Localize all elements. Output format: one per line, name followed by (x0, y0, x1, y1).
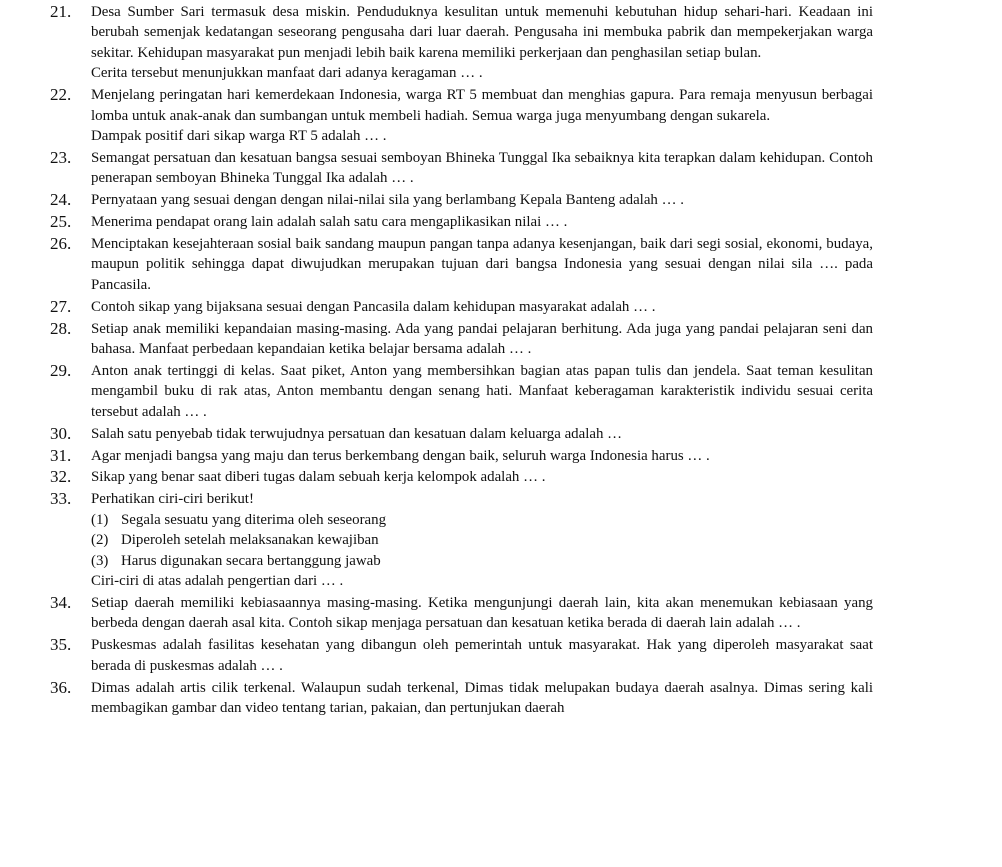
question-36 (0, 678, 873, 719)
question-number: 36. (50, 677, 72, 697)
question-27 (0, 297, 873, 317)
criteria-item (91, 530, 873, 550)
question-28 (0, 319, 873, 360)
question-prompt: Dampak positif dari sikap warga RT 5 adalah … . (91, 127, 387, 144)
question-prompt: Cerita tersebut menunjukkan manfaat dari adanya keragaman … . (91, 65, 483, 82)
question-text: Anton anak tertinggi di kelas. Saat piket, Anton yang membersihkan bagian atas papan tulis dan jendela. Saat teman kesulitan mengambil buku di rak atas, Anton membantu dengan senang hati. Manfaat keberagaman karakteristik individu sesuai cerita tersebut adalah … . (91, 362, 873, 420)
question-text: Setiap anak memiliki kepandaian masing-masing. Ada yang pandai pelajaran berhitung. Ada juga yang pandai pelajaran seni dan bahasa. Manfaat perbedaan kepandaian ketika belajar bersama adalah … . (91, 320, 873, 357)
question-number: 23. (50, 147, 72, 167)
question-prompt: Ciri-ciri di atas adalah pengertian dari … . (91, 572, 344, 589)
question-text: Desa Sumber Sari termasuk desa miskin. Penduduknya kesulitan untuk memenuhi kebutuhan hidup sehari-hari. Keadaan ini berubah semenjak kedatangan seseorang pengusaha dari luar daerah. Pengusaha ini membuka pabrik dan mempekerjakan warga sekitar. Kehidupan masyarakat pun menjadi lebih baik karena memiliki perkerjaan dan penghasilan setiap bulan. (91, 4, 873, 61)
question-text: Sikap yang benar saat diberi tugas dalam sebuah kerja kelompok adalah … . (91, 469, 546, 486)
question-text: Contoh sikap yang bijaksana sesuai dengan Pancasila dalam kehidupan masyarakat adalah … . (91, 298, 656, 315)
question-23 (0, 148, 873, 189)
question-number: 35. (50, 635, 72, 655)
question-33 (0, 489, 873, 591)
question-number: 30. (50, 423, 72, 443)
question-number: 28. (50, 318, 72, 338)
question-text: Puskesmas adalah fasilitas kesehatan yang dibangun oleh pemerintah untuk masyarakat. Hak yang diperoleh masyarakat saat berada di puskesmas adalah … . (91, 637, 873, 674)
question-35 (0, 635, 873, 676)
criteria-item-number: (1) (91, 511, 109, 528)
question-number: 25. (50, 212, 72, 232)
question-text: Pernyataan yang sesuai dengan dengan nilai-nilai sila yang berlambang Kepala Banteng adalah … . (91, 192, 684, 209)
question-number: 34. (50, 592, 72, 612)
question-text: Perhatikan ciri-ciri berikut! (91, 491, 254, 508)
question-number: 31. (50, 445, 72, 465)
question-text: Semangat persatuan dan kesatuan bangsa sesuai semboyan Bhineka Tunggal Ika sebaiknya kita terapkan dalam kehidupan. Contoh penerapan semboyan Bhineka Tunggal Ika adalah … . (91, 149, 873, 187)
question-text: Setiap daerah memiliki kebiasaannya masing-masing. Ketika mengunjungi daerah lain, kita akan menemukan kebiasaan yang berbeda dengan daerah asal kita. Contoh sikap menjaga persatuan dan kesatuan ketika berada di daerah lain adalah … . (91, 594, 873, 632)
question-number: 33. (50, 489, 72, 509)
criteria-item-number: (2) (91, 532, 109, 549)
criteria-item (91, 510, 873, 530)
question-34 (0, 593, 873, 634)
question-32 (0, 467, 873, 487)
question-text: Dimas adalah artis cilik terkenal. Walaupun sudah terkenal, Dimas tidak melupakan budaya daerah asalnya. Dimas sering kali membagikan gambar dan video tentang tarian, pakaian, dan pertunjukan daerah (91, 679, 873, 716)
criteria-item-text: Diperoleh setelah melaksanakan kewajiban (121, 532, 379, 549)
criteria-item-text: Segala sesuatu yang diterima oleh seseorang (121, 511, 387, 528)
question-number: 27. (50, 296, 72, 316)
question-text: Menerima pendapat orang lain adalah salah satu cara mengaplikasikan nilai … . (91, 214, 568, 231)
question-number: 32. (50, 467, 72, 487)
question-24 (0, 190, 873, 210)
question-number: 29. (50, 360, 72, 380)
question-number: 26. (50, 233, 72, 253)
question-26 (0, 234, 873, 295)
question-number: 21. (50, 2, 72, 21)
question-25 (0, 212, 873, 232)
criteria-item (91, 551, 873, 571)
criteria-list (91, 510, 873, 571)
question-number: 24. (50, 190, 72, 210)
question-text: Salah satu penyebab tidak terwujudnya persatuan dan kesatuan dalam keluarga adalah … (91, 425, 623, 442)
criteria-item-number: (3) (91, 552, 109, 569)
question-22 (0, 85, 873, 146)
question-text: Menjelang peringatan hari kemerdekaan Indonesia, warga RT 5 membuat dan menghias gapura. Para remaja menyusun berbagai lomba untuk anak-anak dan sumbangan untuk membeli hadiah. Semua warga juga menyumbang dengan sukarela. (91, 87, 873, 124)
question-text: Menciptakan kesejahteraan sosial baik sandang maupun pangan tanpa adanya kesenjangan, baik dari segi sosial, ekonomi, budaya, maupun politik sehingga dapat diwujudkan merupakan tujuan dari bangsa Indonesia yang sesuai dengan nilai sila …. pada Pancasila. (91, 235, 873, 293)
question-list (0, 2, 1002, 720)
question-text: Agar menjadi bangsa yang maju dan terus berkembang dengan baik, seluruh warga Indonesia harus … . (91, 447, 710, 464)
question-30 (0, 424, 873, 444)
question-29 (0, 361, 873, 422)
question-31 (0, 446, 873, 466)
question-number: 22. (50, 85, 72, 105)
question-21 (0, 2, 873, 84)
criteria-item-text: Harus digunakan secara bertanggung jawab (121, 552, 381, 569)
